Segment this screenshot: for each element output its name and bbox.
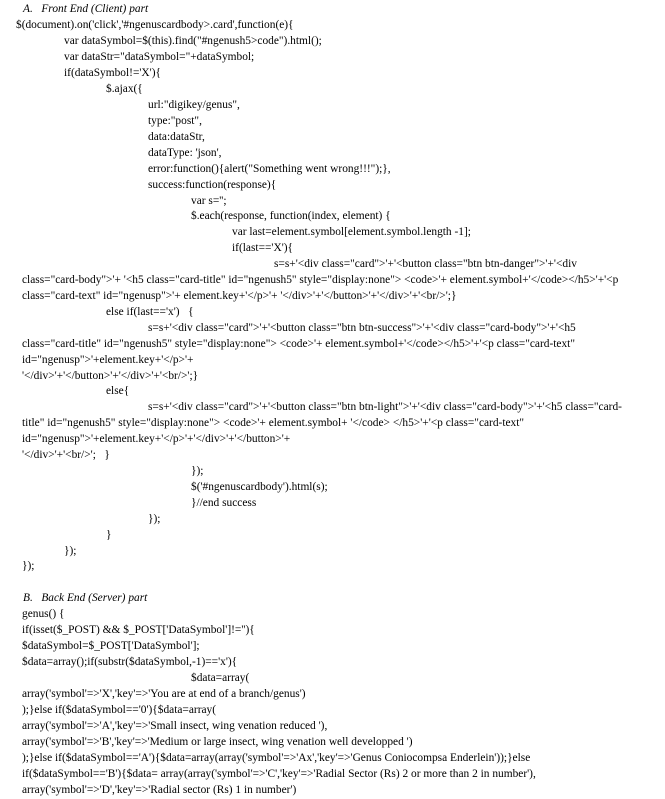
code-line: $.ajax({ (106, 83, 143, 95)
code-line: $data=array();if(substr($dataSymbol,-1)=='x'){ (22, 656, 238, 668)
code-line: title" id="ngenush5" style="display:none"> <code>'+ element.symbol+ '</code> </h5>'+'<p class="card-text" (22, 417, 525, 429)
code-line: id="ngenusp">'+element.key+'</p>'+'</div>'+'</button>'+ (22, 433, 291, 445)
code-line: else{ (106, 385, 130, 397)
code-line: error:function(){alert("Something went wrong!!!");}, (148, 163, 391, 175)
code-line: if(dataSymbol!='X'){ (64, 67, 161, 79)
code-line: $('#ngenuscardbody').html(s); (191, 481, 328, 493)
code-line: url:"digikey/genus", (148, 99, 240, 111)
code-line: '</div>'+'</button>'+'</div>'+'<br/>';} (22, 370, 199, 382)
code-line: dataType: 'json', (148, 147, 222, 159)
code-line: class="card-text" id="ngenusp">'+ element.key+'</p>'+ '</div>'+'</button>'+'</div>'+'<br/>';} (22, 290, 457, 302)
code-line: class="card-title" id="ngenush5" style="display:none"> <code>'+ element.symbol+'</code></h5>'+'<p class="card-text" (22, 338, 575, 350)
code-line: $dataSymbol=$_POST['DataSymbol']; (22, 640, 200, 652)
code-line: );}else if($dataSymbol=='0'){$data=array( (22, 704, 217, 716)
code-line: var dataStr="dataSymbol="+dataSymbol; (64, 51, 255, 63)
code-line: $data=array( (191, 672, 250, 684)
code-line: '</div>'+'<br/>'; } (22, 449, 110, 461)
code-line: }//end success (191, 497, 257, 509)
code-line: id="ngenusp">'+element.key+'</p>'+ (22, 354, 194, 366)
code-line: array('symbol'=>'X','key'=>'You are at end of a branch/genus') (22, 688, 306, 700)
code-line: type:"post", (148, 115, 202, 127)
code-line: else if(last=='x') { (106, 306, 194, 318)
code-line: data:dataStr, (148, 131, 205, 143)
code-line: $.each(response, function(index, element) { (191, 210, 391, 222)
code-line: var last=element.symbol[element.symbol.length -1]; (232, 226, 471, 238)
code-line: array('symbol'=>'D','key'=>'Radial sector (Rs) 1 in number') (22, 784, 297, 796)
code-line: var s=''; (191, 195, 227, 207)
code-line: if(last=='X'){ (232, 242, 294, 254)
code-line: var dataSymbol=$(this).find("#ngenush5>code").html(); (64, 35, 322, 47)
code-line: }); (191, 465, 204, 477)
section-heading: A. Front End (Client) part (23, 3, 149, 15)
code-line: array('symbol'=>'B','key'=>'Medium or large insect, wing venation well developped ') (22, 736, 413, 748)
code-line: array('symbol'=>'A','key'=>'Small insect, wing venation reduced '), (22, 720, 328, 732)
code-line: class="card-body">'+ '<h5 class="card-title" id="ngenush5" style="display:none"> <code>'+ element.symbol+'</code></h5>'+'<p (22, 274, 619, 286)
code-line: } (106, 529, 112, 541)
code-line: success:function(response){ (148, 179, 277, 191)
code-line: }); (64, 545, 77, 557)
code-line: }); (148, 513, 161, 525)
code-line: genus() { (22, 608, 65, 620)
code-line: $(document).on('click','#ngenuscardbody>.card',function(e){ (16, 19, 294, 31)
code-line: if($dataSymbol=='B'){$data= array(array('symbol'=>'C','key'=>'Radial Sector (Rs) 2 or more than 2 in number'), (22, 768, 536, 780)
code-line: s=s+'<div class="card">'+'<button class="btn btn-danger">'+'<div (274, 258, 577, 270)
section-heading: B. Back End (Server) part (23, 592, 148, 604)
code-line: s=s+'<div class="card">'+'<button class="btn btn-light">'+'<div class="card-body">'+'<h5 class="card- (148, 401, 622, 413)
code-line: );}else if($dataSymbol=='A'){$data=array(array('symbol'=>'Ax','key'=>'Genus Coniocompsa Enderlein'));}else (22, 752, 531, 764)
code-line: if(isset($_POST) && $_POST['DataSymbol']!=''){ (22, 624, 255, 636)
code-line: s=s+'<div class="card">'+'<button class="btn btn-success">'+'<div class="card-body">'+'<h5 (148, 322, 576, 334)
code-line: }); (22, 560, 35, 572)
